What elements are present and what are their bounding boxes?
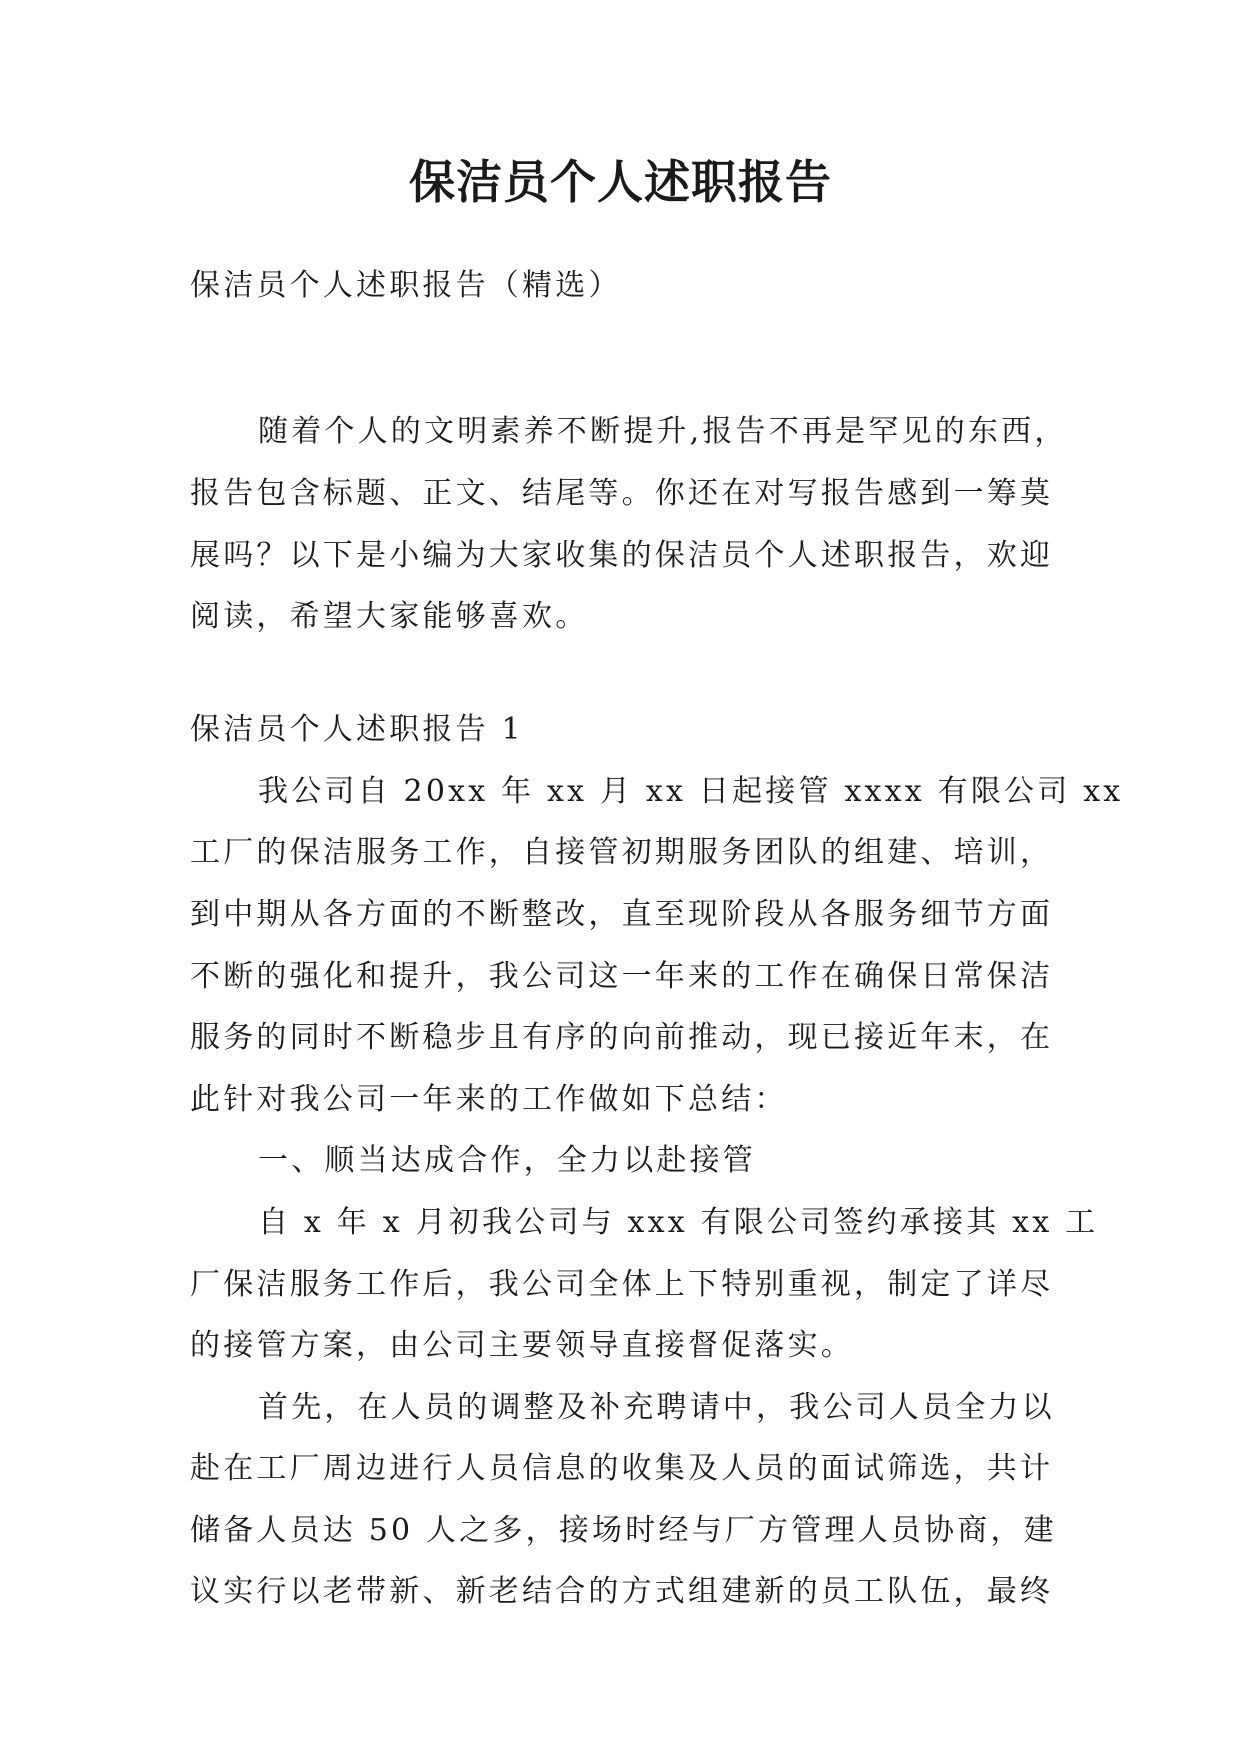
intro-line: 报告包含标题、正文、结尾等。你还在对写报告感到一筹莫: [190, 476, 1054, 511]
body-heading-line: 一、顺当达成合作，全力以赴接管: [258, 1143, 756, 1178]
body-line: 我公司自 20xx 年 xx 月 xx 日起接管 xxxx 有限公司 xx: [258, 774, 1124, 809]
body-line: 厂保洁服务工作后，我公司全体上下特别重视，制定了详尽: [190, 1267, 1054, 1302]
body-line: 首先，在人员的调整及补充聘请中，我公司人员全力以: [258, 1390, 1055, 1425]
body-line: 此针对我公司一年来的工作做如下总结：: [190, 1082, 788, 1117]
intro-line: 随着个人的文明素养不断提升,报告不再是罕见的东西，: [258, 414, 1068, 449]
section-heading: 保洁员个人述职报告 1: [190, 712, 524, 747]
body-line: 工厂的保洁服务工作，自接管初期服务团队的组建、培训，: [190, 835, 1054, 870]
body-line: 储备人员达 50 人之多，接场时经与厂方管理人员协商，建: [190, 1513, 1057, 1548]
intro-line: 展吗？以下是小编为大家收集的保洁员个人述职报告，欢迎: [190, 538, 1054, 573]
intro-line: 阅读，希望大家能够喜欢。: [190, 599, 589, 634]
body-line: 赴在工厂周边进行人员信息的收集及人员的面试筛选，共计: [190, 1451, 1054, 1486]
document-subtitle: 保洁员个人述职报告（精选）: [190, 268, 622, 303]
body-line: 的接管方案，由公司主要领导直接督促落实。: [190, 1328, 854, 1363]
body-line: 自 x 年 x 月初我公司与 xxx 有限公司签约承接其 xx 工: [258, 1205, 1099, 1240]
document-title: 保洁员个人述职报告: [409, 155, 832, 209]
body-line: 不断的强化和提升，我公司这一年来的工作在确保日常保洁: [190, 959, 1054, 994]
body-line: 议实行以老带新、新老结合的方式组建新的员工队伍，最终: [190, 1574, 1054, 1609]
body-line: 服务的同时不断稳步且有序的向前推动，现已接近年末，在: [190, 1020, 1054, 1055]
body-line: 到中期从各方面的不断整改，直至现阶段从各服务细节方面: [190, 897, 1054, 932]
